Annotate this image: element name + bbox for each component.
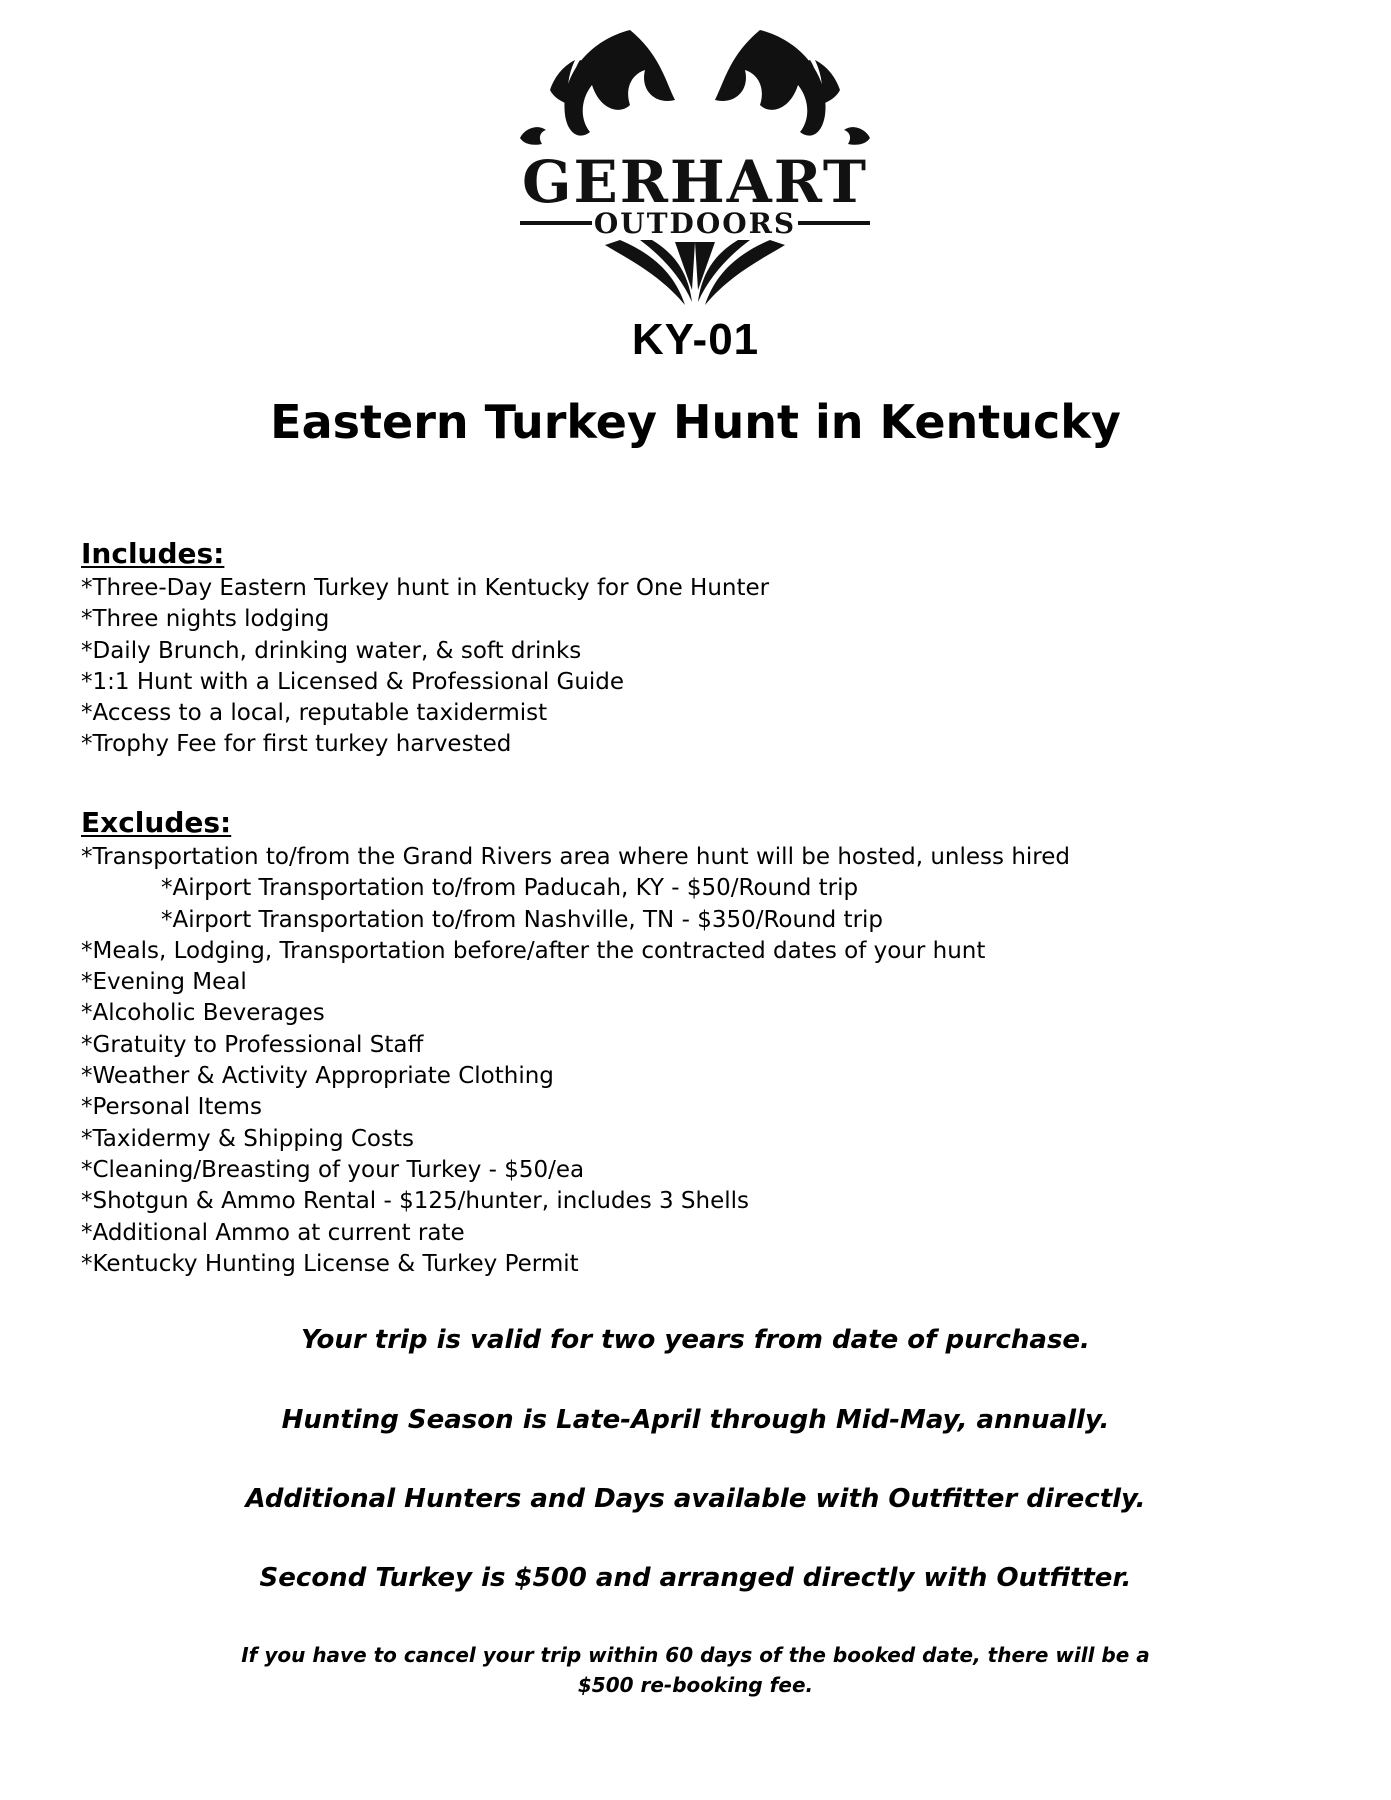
includes-section	[81, 535, 1331, 761]
list-item: *Additional Ammo at current rate	[81, 1219, 465, 1246]
list-item: *Personal Items	[81, 1094, 262, 1121]
list-item: *Evening Meal	[81, 969, 247, 996]
includes-list	[81, 573, 1331, 761]
list-item: *Meals, Lodging, Transportation before/after the contracted dates of your hunt	[81, 937, 986, 964]
gerhart-outdoors-logo	[480, 20, 910, 310]
list-item: *Daily Brunch, drinking water, & soft drinks	[81, 637, 582, 664]
note-second-turkey: Second Turkey is $500 and arranged directly with Outfitter.	[259, 1563, 1132, 1593]
list-item: *Cleaning/Breasting of your Turkey - $50/ea	[81, 1156, 585, 1183]
list-item: *Three nights lodging	[81, 606, 330, 633]
list-item: *Gratuity to Professional Staff	[81, 1031, 424, 1058]
list-item: *Access to a local, reputable taxidermist	[81, 700, 548, 727]
hunt-code: KY-01	[631, 315, 760, 364]
note-season: Hunting Season is Late-April through Mid-May, annually.	[281, 1405, 1110, 1435]
cancellation-policy	[0, 1640, 1391, 1700]
list-item: *1:1 Hunt with a Licensed & Professional Guide	[81, 668, 625, 695]
list-item: *Shotgun & Ammo Rental - $125/hunter, includes 3 Shells	[81, 1188, 750, 1215]
note-additional-hunters: Additional Hunters and Days available with Outfitter directly.	[245, 1484, 1146, 1514]
list-item: *Kentucky Hunting License & Turkey Permit	[81, 1250, 579, 1277]
note-validity: Your trip is valid for two years from date of purchase.	[301, 1325, 1090, 1355]
list-item: *Alcoholic Beverages	[81, 1000, 325, 1027]
cancellation-fee-line: $500 re-booking fee.	[577, 1673, 814, 1697]
excludes-list	[81, 842, 1331, 1280]
list-item: *Trophy Fee for first turkey harvested	[81, 731, 512, 758]
list-item: *Three-Day Eastern Turkey hunt in Kentucky for One Hunter	[81, 575, 770, 601]
list-item: *Transportation to/from the Grand Rivers area where hunt will be hosted, unless hired	[81, 844, 1070, 870]
cancellation-line: If you have to cancel your trip within 60 days of the booked date, there will be a	[241, 1643, 1150, 1667]
list-subitem: *Airport Transportation to/from Nashville, TN - $350/Round trip	[161, 906, 884, 933]
logo-graphic	[480, 20, 910, 310]
list-item: *Taxidermy & Shipping Costs	[81, 1125, 414, 1152]
page-title: Eastern Turkey Hunt in Kentucky	[270, 395, 1121, 449]
excludes-section	[81, 804, 1331, 1280]
includes-heading: Includes:	[81, 537, 225, 570]
list-subitem: *Airport Transportation to/from Paducah, KY - $50/Round trip	[161, 875, 859, 902]
logo-subtitle-text: OUTDOORS	[593, 207, 797, 240]
excludes-heading: Excludes:	[81, 806, 232, 839]
list-item: *Weather & Activity Appropriate Clothing	[81, 1063, 554, 1090]
logo-brand-text: GERHART	[521, 148, 869, 216]
